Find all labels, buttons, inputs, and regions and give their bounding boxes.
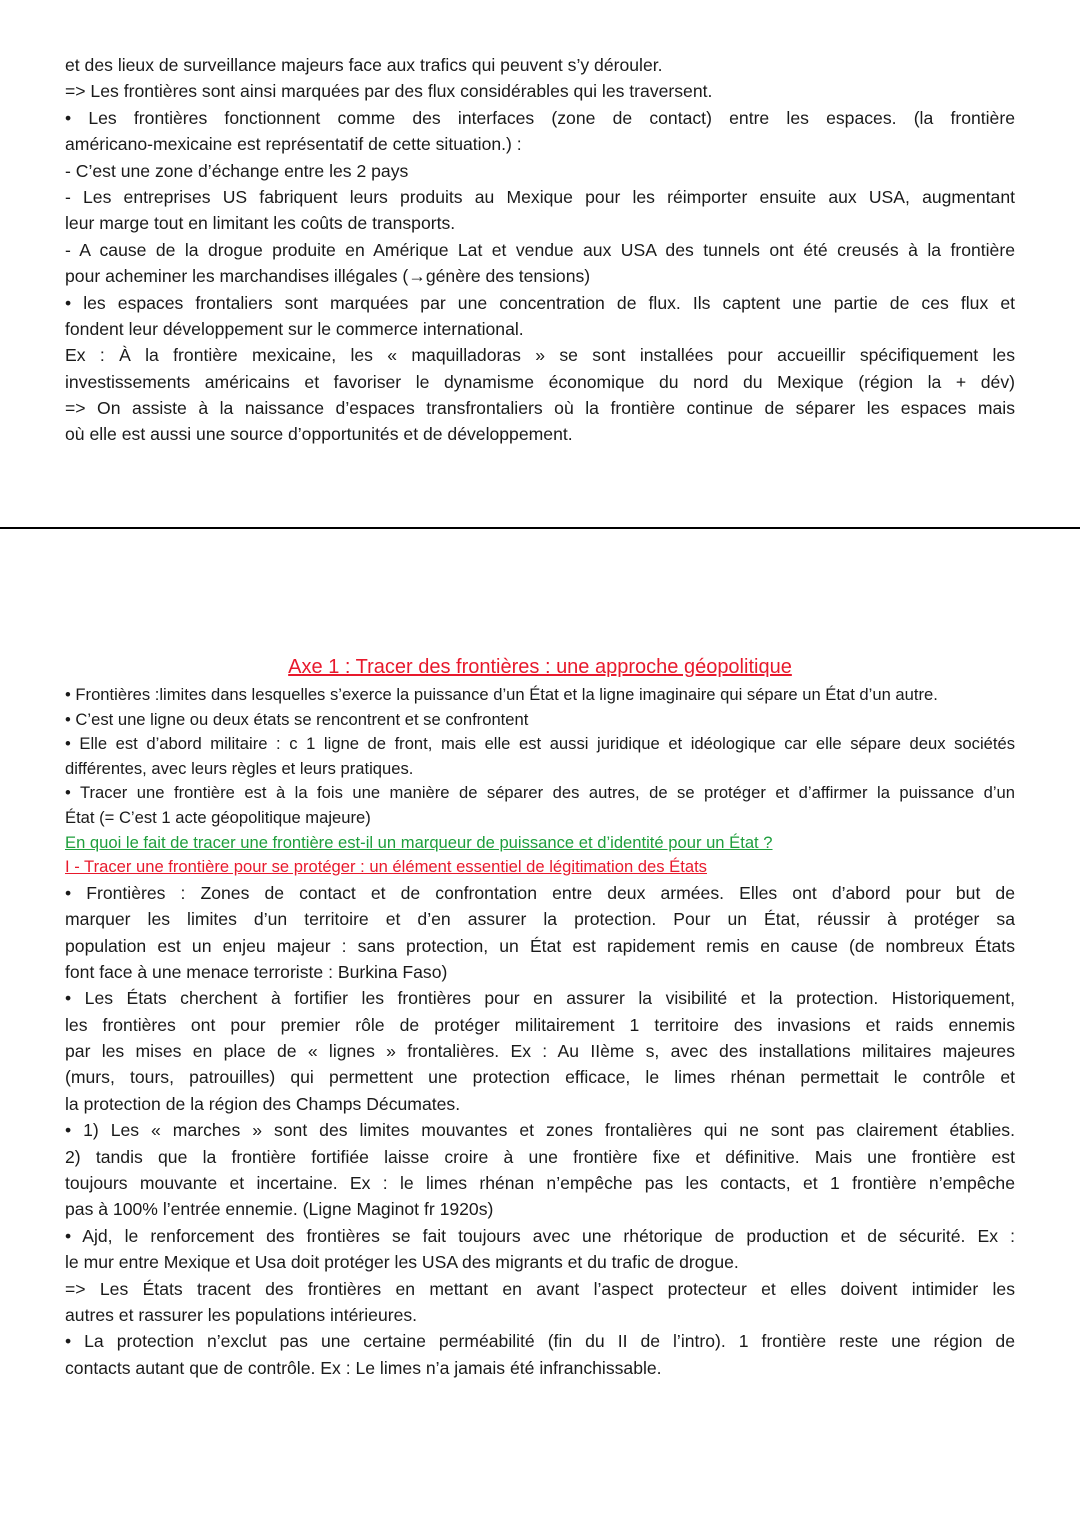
body-line: la protection de la région des Champs Décumates. <box>65 1093 461 1114</box>
text-line: • les espaces frontaliers sont marquées par une concentration de flux. Ils captent une partie de ces flux et <box>65 292 1015 313</box>
body-line: • 1) Les « marches » sont des limites mouvantes et zones frontalières qui ne sont pas clairement établies. <box>65 1120 1015 1141</box>
body-line: toujours mouvante et incertaine. Ex : le limes rhénan n’empêche pas les contacts, et 1 frontière n’empêche <box>65 1173 1015 1194</box>
axis-section <box>65 653 1015 1381</box>
text-line: - A cause de la drogue produite en Amérique Lat et vendue aux USA des tunnels ont été creusés à la frontière <box>65 239 1015 260</box>
text-line: => Les frontières sont ainsi marquées par des flux considérables qui les traversent. <box>65 81 713 102</box>
intro-line: • C’est une ligne ou deux états se rencontrent et se confrontent <box>65 709 529 729</box>
body-line: marquer les limites d’un territoire et d’en assurer la protection. Pour un État, réussir à protéger sa <box>65 909 1015 930</box>
intro-line: • Frontières :limites dans lesquelles s’exerce la puissance d’un État et la ligne imaginaire qui sépare un État d’un autre. <box>65 685 938 704</box>
body-line: le mur entre Mexique et Usa doit protéger les USA des migrants et du trafic de drogue. <box>65 1252 739 1273</box>
text-line: fondent leur développement sur le commerce international. <box>65 318 524 339</box>
body-line: • Les États cherchent à fortifier les frontières pour en assurer la visibilité et la protection. Historiquement, <box>65 988 1015 1009</box>
body-line: • Frontières : Zones de contact et de confrontation entre deux armées. Elles ont d’abord pour but de <box>65 882 1015 903</box>
body-line: => Les États tracent des frontières en mettant en avant l’aspect protecteur et elles doivent intimider les <box>65 1278 1015 1299</box>
text-line: pour acheminer les marchandises illégales (→génère des tensions) <box>65 266 591 287</box>
text-line: Ex : À la frontière mexicaine, les « maquilladoras » se sont installées pour accueillir spécifiquement les <box>65 345 1015 366</box>
text-line: où elle est aussi une source d’opportunités et de développement. <box>65 424 573 445</box>
body-line: • La protection n’exclut pas une certaine perméabilité (fin du II de l’intro). 1 frontière reste une région de <box>65 1331 1015 1352</box>
body-line: les frontières ont pour premier rôle de protéger militairement 1 territoire des invasions et raids ennemis <box>65 1014 1015 1035</box>
section-title: I - Tracer une frontière pour se protéger : un élément essentiel de légitimation des États <box>65 857 707 877</box>
text-line: - Les entreprises US fabriquent leurs produits au Mexique pour les réimporter ensuite aux USA, augmentant <box>65 186 1015 207</box>
top-section <box>65 52 1015 448</box>
body-line: • Ajd, le renforcement des frontières se fait toujours avec une rhétorique de production et de sécurité. Ex : <box>65 1225 1015 1246</box>
text-line: investissements américains et favoriser le dynamisme économique du nord du Mexique (région la + dév) <box>65 371 1015 392</box>
body-line: contacts autant que de contrôle. Ex : Le limes n’a jamais été infranchissable. <box>65 1357 662 1378</box>
body-line: population est un enjeu majeur : sans protection, un État est rapidement remis en cause (de nombreux États <box>65 935 1015 956</box>
body-line: autres et rassurer les populations intérieures. <box>65 1305 418 1325</box>
body-line: font face à une menace terroriste : Burkina Faso) <box>65 961 448 982</box>
text-line: américano-mexicaine est représentatif de cette situation.) : <box>65 134 522 155</box>
text-line: - C’est une zone d’échange entre les 2 pays <box>65 160 409 181</box>
text-line: => On assiste à la naissance d’espaces transfrontaliers où la frontière continue de séparer les espaces mais <box>65 398 1015 419</box>
axis-title: Axe 1 : Tracer des frontières : une approche géopolitique <box>288 656 792 678</box>
body-line: pas à 100% l’entrée ennemie. (Ligne Maginot fr 1920s) <box>65 1199 494 1220</box>
body-line: par les mises en place de « lignes » frontalières. Ex : Au IIème s, avec des installations militaires majeures <box>65 1041 1015 1062</box>
intro-line: • Tracer une frontière est à la fois une manière de séparer des autres, de se protéger et d’affirmer la puissance d’un <box>65 783 1015 803</box>
problem-question: En quoi le fait de tracer une frontière est-il un marqueur de puissance et d’identité pour un État ? <box>65 832 773 852</box>
intro-line: • Elle est d’abord militaire : c 1 ligne de front, mais elle est aussi juridique et idéologique car elle sépare deux sociétés <box>65 734 1015 754</box>
body-line: (murs, tours, patrouilles) qui permettent une protection efficace, le limes rhénan permettait le contrôle et <box>65 1067 1015 1088</box>
intro-line: différentes, avec leurs règles et leurs pratiques. <box>65 758 414 778</box>
text-line: et des lieux de surveillance majeurs face aux trafics qui peuvent s’y dérouler. <box>65 55 663 75</box>
intro-line: État (= C’est 1 acte géopolitique majeure) <box>65 807 371 827</box>
text-line: • Les frontières fonctionnent comme des interfaces (zone de contact) entre les espaces. (la frontière <box>65 107 1015 128</box>
body-line: 2) tandis que la frontière fortifiée laisse croire à une frontière fixe et définitive. Mais une frontière est <box>65 1146 1015 1167</box>
page-divider <box>0 527 1080 529</box>
text-line: leur marge tout en limitant les coûts de transports. <box>65 213 456 234</box>
